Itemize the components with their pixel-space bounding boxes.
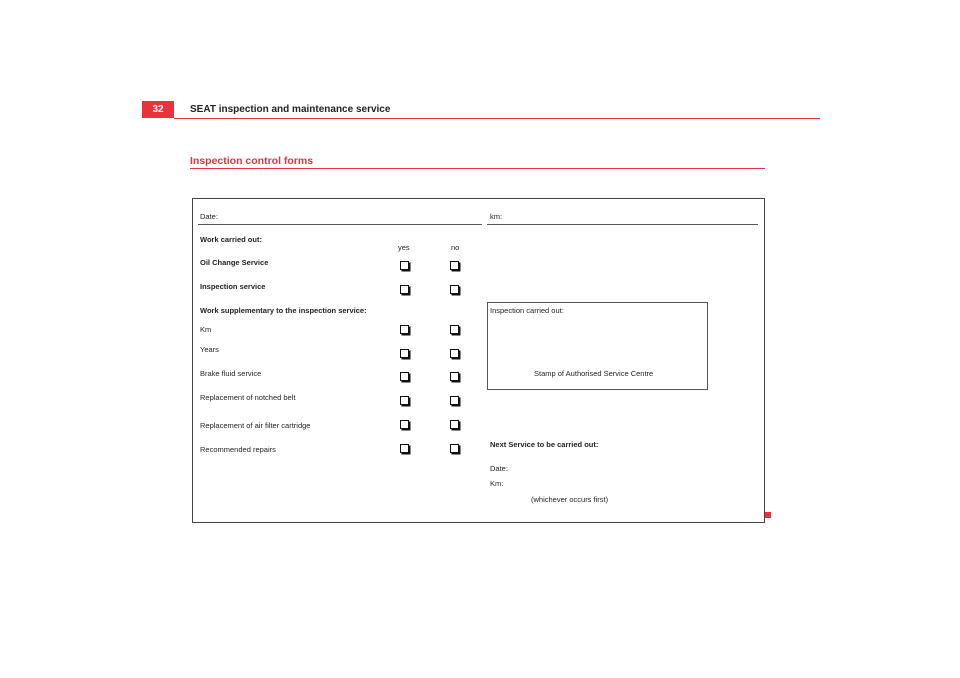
km-no-checkbox[interactable] — [450, 325, 459, 334]
recommended-repairs-yes-checkbox[interactable] — [400, 444, 409, 453]
inspection-service-no-checkbox[interactable] — [450, 285, 459, 294]
notched-belt-yes-checkbox[interactable] — [400, 396, 409, 405]
air-filter-yes-checkbox[interactable] — [400, 420, 409, 429]
no-column-label: no — [451, 243, 460, 252]
stamp-label: Stamp of Authorised Service Centre — [534, 369, 654, 378]
km-yes-checkbox[interactable] — [400, 325, 409, 334]
header-title: SEAT inspection and maintenance service — [190, 104, 391, 115]
brake-fluid-no-checkbox[interactable] — [450, 372, 459, 381]
whichever-note: (whichever occurs first) — [531, 495, 609, 504]
inspection-service-label: Inspection service — [200, 282, 266, 291]
years-item-label: Years — [200, 345, 219, 354]
notched-belt-no-checkbox[interactable] — [450, 396, 459, 405]
date-line[interactable] — [198, 224, 482, 225]
air-filter-label: Replacement of air filter cartridge — [200, 421, 311, 430]
section-title: Inspection control forms — [190, 155, 314, 167]
oil-change-yes-checkbox[interactable] — [400, 261, 409, 270]
date-label: Date: — [200, 212, 218, 221]
km-label: km: — [490, 212, 503, 221]
km-item-label: Km — [200, 325, 212, 334]
next-km-label: Km: — [490, 479, 504, 488]
oil-change-label: Oil Change Service — [200, 258, 269, 267]
section-divider — [190, 168, 765, 169]
recommended-repairs-label: Recommended repairs — [200, 445, 276, 454]
inspection-service-yes-checkbox[interactable] — [400, 285, 409, 294]
notched-belt-label: Replacement of notched belt — [200, 393, 296, 402]
air-filter-no-checkbox[interactable] — [450, 420, 459, 429]
years-yes-checkbox[interactable] — [400, 349, 409, 358]
next-date-label: Date: — [490, 464, 508, 473]
years-no-checkbox[interactable] — [450, 349, 459, 358]
km-line[interactable] — [487, 224, 758, 225]
brake-fluid-yes-checkbox[interactable] — [400, 372, 409, 381]
next-service-label: Next Service to be carried out: — [490, 440, 599, 449]
section-end-marker — [765, 512, 771, 518]
work-carried-out-label: Work carried out: — [200, 235, 262, 244]
page-number: 32 — [142, 101, 174, 118]
oil-change-no-checkbox[interactable] — [450, 261, 459, 270]
header-divider — [174, 118, 820, 119]
supplementary-work-label: Work supplementary to the inspection service: — [200, 306, 367, 315]
yes-column-label: yes — [398, 243, 410, 252]
recommended-repairs-no-checkbox[interactable] — [450, 444, 459, 453]
inspection-carried-out-label: Inspection carried out: — [490, 306, 564, 315]
brake-fluid-label: Brake fluid service — [200, 369, 262, 378]
